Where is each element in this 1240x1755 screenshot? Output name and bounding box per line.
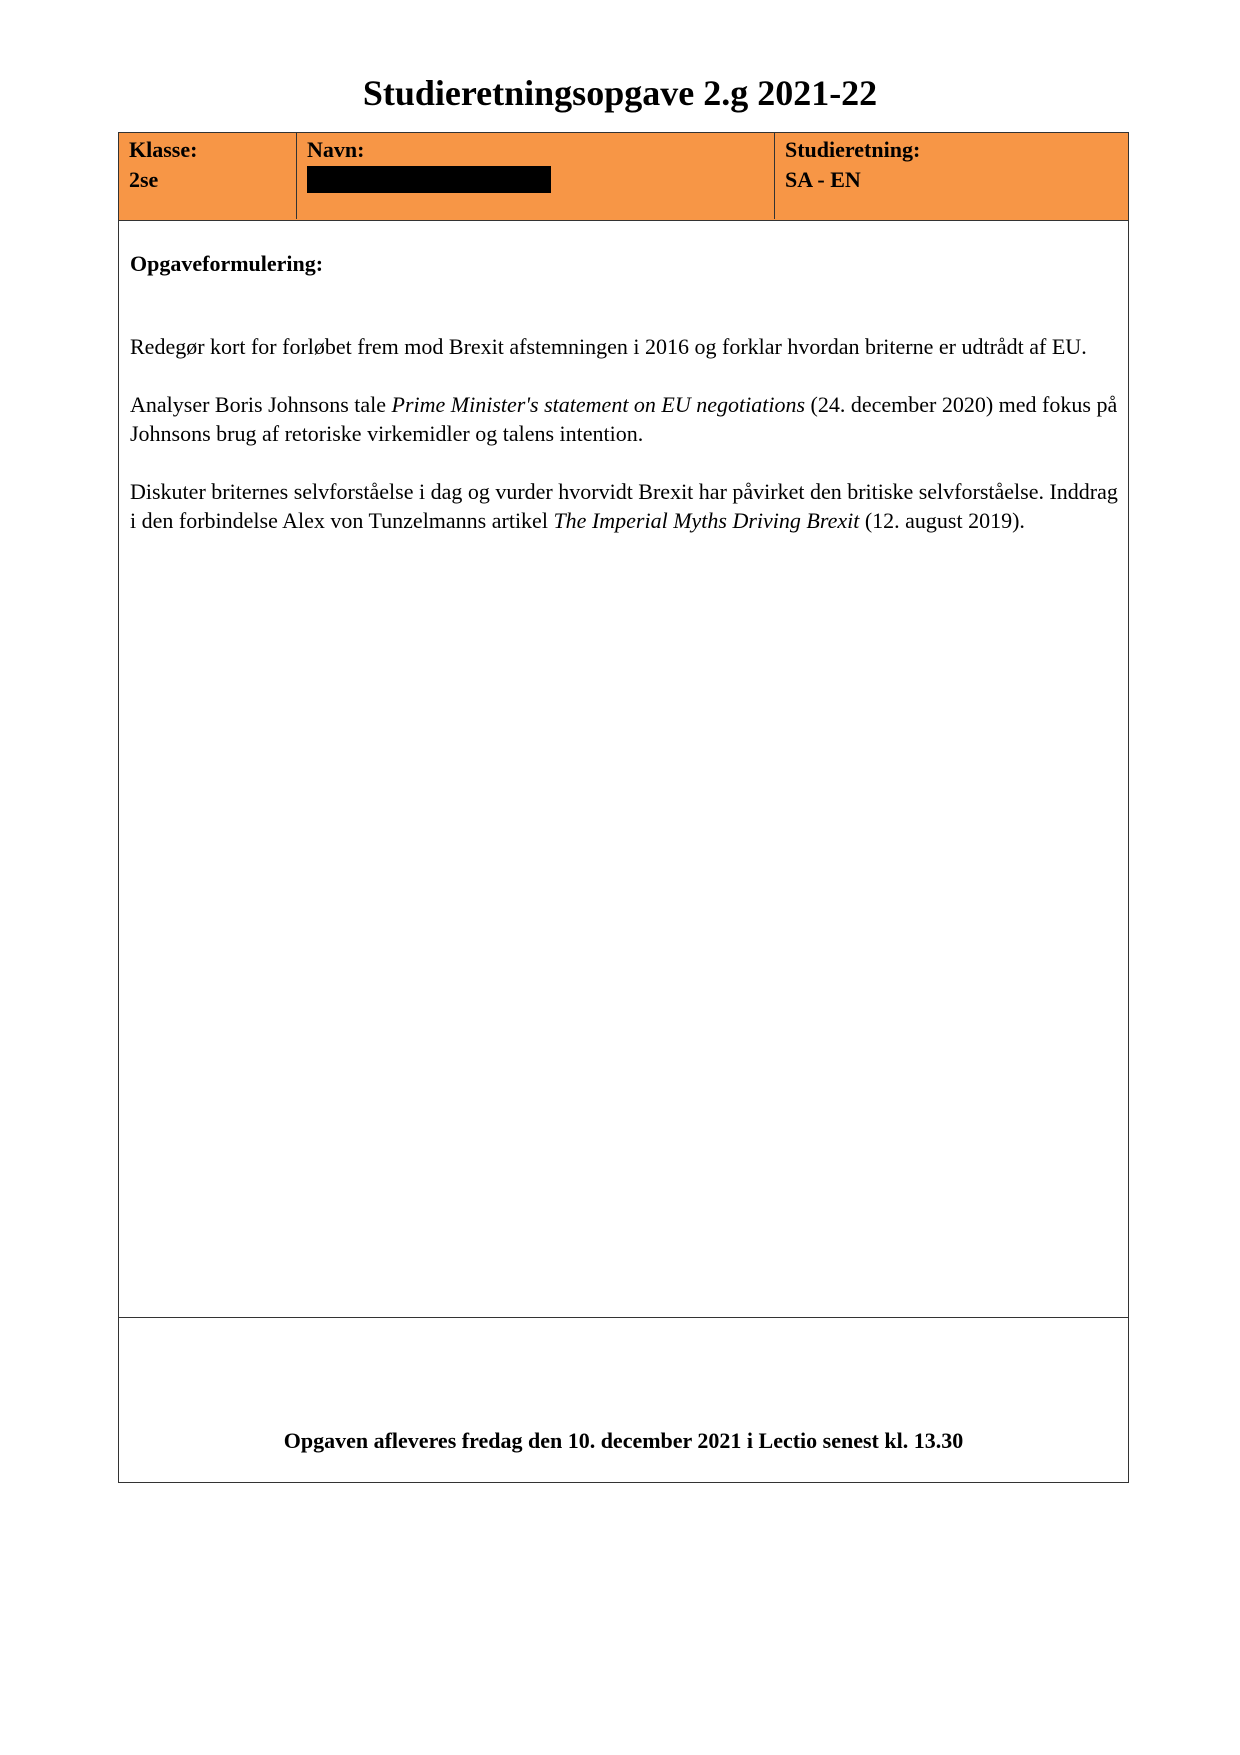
studieretning-cell [775,133,1128,219]
klasse-cell [119,133,297,219]
klasse-value: 2se [129,167,159,192]
studieretning-value: SA - EN [785,167,861,192]
navn-cell [297,133,775,219]
header-row [119,133,1128,221]
task-paragraph-3-text: Diskuter briternes selvforståelse i dag og vurder hvorvidt Brexit har påvirket den britiske selvforståelse. Inddrag i den forbindelse Alex von Tunzelmanns artikel [130,479,1118,533]
navn-label: Navn: [307,137,365,162]
document-title: Studieretningsopgave 2.g 2021-22 [362,73,878,113]
task-paragraph-2-text: Analyser Boris Johnsons tale [130,392,392,417]
speech-title: Prime Minister's statement on EU negotiations [391,392,806,417]
assignment-sheet [118,132,1129,1483]
task-paragraph-2-tail: (24. december 2020) med fokus på Johnsons brug af retoriske virkemidler og talens intention. [130,392,1118,446]
studieretning-label: Studieretning: [785,137,921,162]
task-paragraph-2 [130,390,1118,448]
name-redaction [307,166,551,193]
task-paragraph-3-tail: (12. august 2019). [859,508,1025,533]
task-cell [119,221,1128,1318]
klasse-label: Klasse: [129,137,198,162]
footer-cell [119,1318,1128,1482]
task-paragraph-1: Redegør kort for forløbet frem mod Brexit afstemningen i 2016 og forklar hvordan briterne er udtrådt af EU. [130,334,1087,359]
deadline-text: Opgaven afleveres fredag den 10. december 2021 i Lectio senest kl. 13.30 [283,1428,964,1453]
task-paragraph-3 [130,477,1118,535]
task-heading: Opgaveformulering: [130,251,324,276]
article-title: The Imperial Myths Driving Brexit [553,508,860,533]
